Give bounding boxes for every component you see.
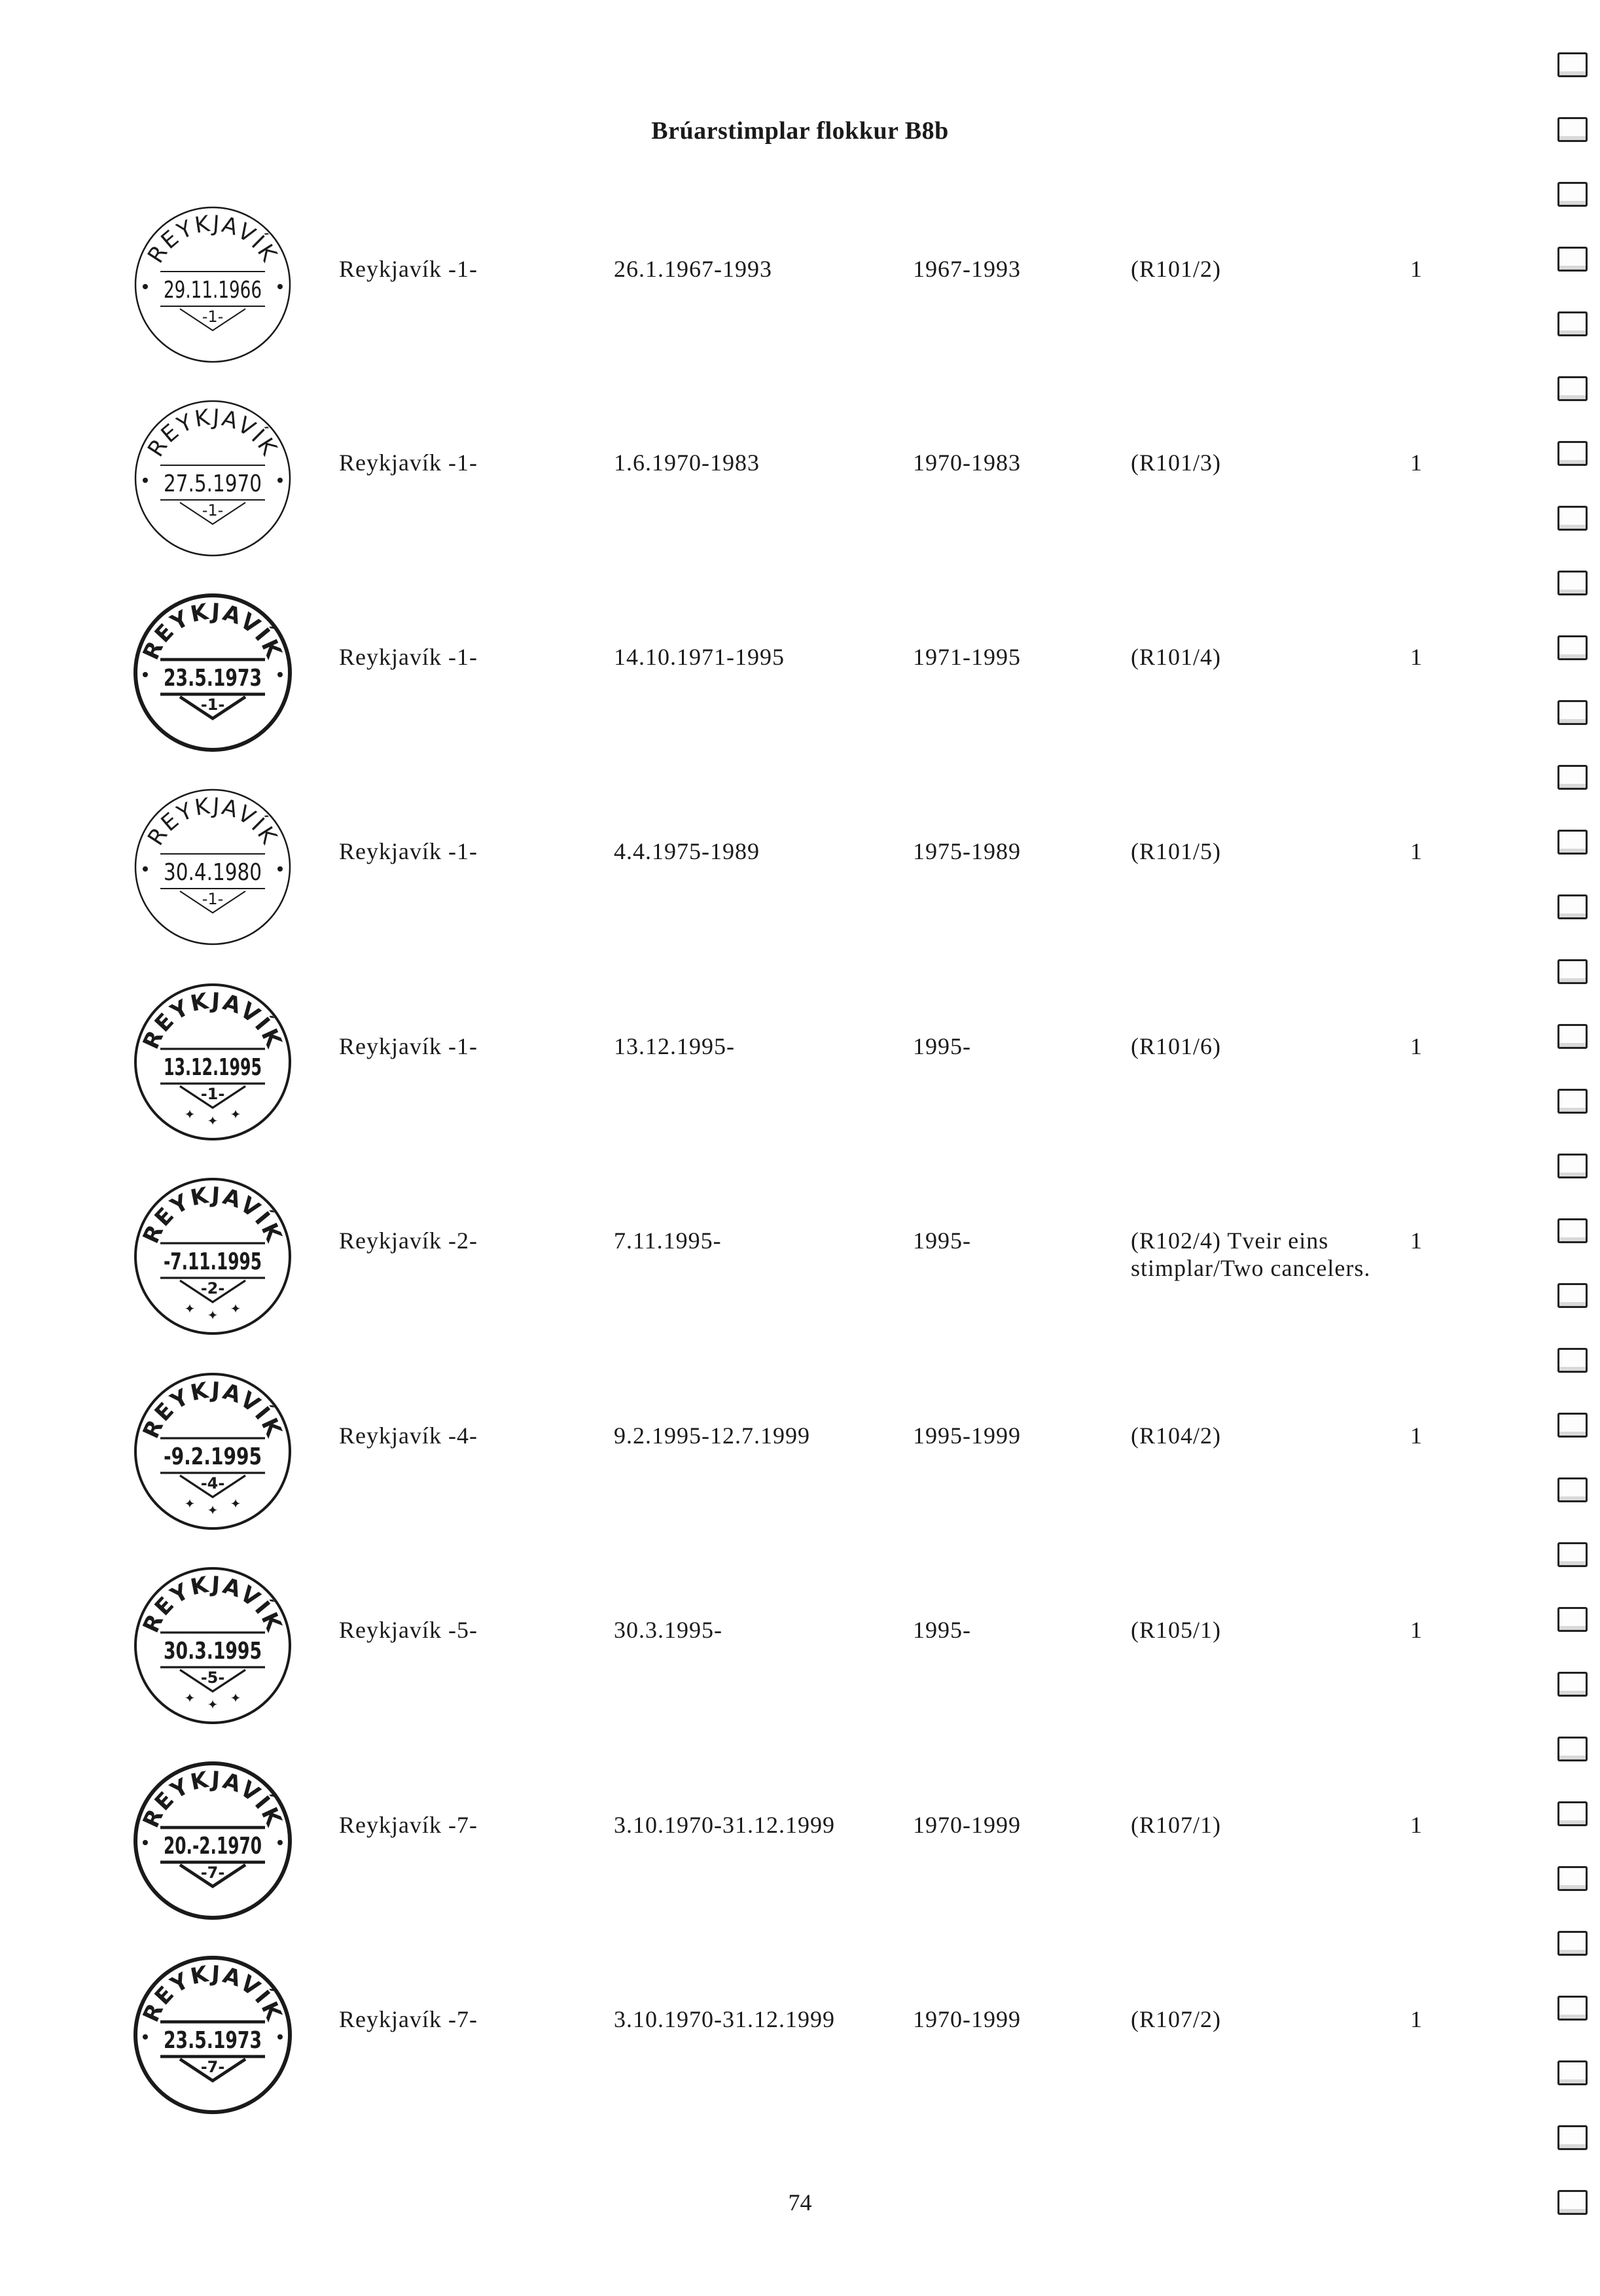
postmark-town: REYKJAVÍK xyxy=(137,1182,288,1248)
years-range: 1995- xyxy=(913,1617,971,1643)
postmark-dot-icon xyxy=(143,478,148,483)
postmark-town: REYKJAVÍK xyxy=(137,1571,288,1637)
date-range: 13.12.1995- xyxy=(614,1033,735,1059)
binder-hole-icon xyxy=(1557,311,1588,336)
postmark-stamp-image xyxy=(124,779,301,955)
binder-holes xyxy=(1557,52,1586,2277)
postmark-date: 13.12.1995 xyxy=(164,1054,262,1081)
binder-hole-icon xyxy=(1557,1283,1588,1308)
postmark-date: -9.2.1995 xyxy=(164,1443,262,1470)
binder-hole-icon xyxy=(1557,1996,1588,2021)
reference-code: (R104/2) xyxy=(1131,1422,1221,1449)
binder-hole-icon xyxy=(1557,247,1588,272)
place-name: Reykjavík -1- xyxy=(339,450,478,476)
reference-code: (R101/2) xyxy=(1131,256,1221,282)
postmark-star-icon: ✦ xyxy=(184,1497,196,1511)
postmark-star-icon: ✦ xyxy=(207,1698,219,1712)
count-value: 1 xyxy=(1410,256,1423,282)
date-range: 3.10.1970-31.12.1999 xyxy=(614,1812,835,1838)
count-value: 1 xyxy=(1410,1033,1423,1059)
place-name: Reykjavík -1- xyxy=(339,256,478,282)
catalogue-row xyxy=(0,196,1571,390)
postmark-number: -1- xyxy=(200,696,225,714)
catalogue-row xyxy=(0,584,1571,778)
page-title: Brúarstimplar flokkur B8b xyxy=(651,117,949,145)
place-name: Reykjavík -2- xyxy=(339,1227,478,1254)
count-value: 1 xyxy=(1410,2006,1423,2032)
binder-hole-icon xyxy=(1557,441,1588,466)
catalogue-row xyxy=(0,779,1571,972)
postmark-stamp-image xyxy=(124,1557,301,1734)
catalogue-row xyxy=(0,390,1571,584)
count-value: 1 xyxy=(1410,1422,1423,1449)
reference-code: (R101/3) xyxy=(1131,450,1221,476)
date-range: 14.10.1971-1995 xyxy=(614,644,785,670)
years-range: 1995- xyxy=(913,1227,971,1254)
postmark-star-icon: ✦ xyxy=(230,1497,241,1511)
catalogue-row xyxy=(0,1557,1571,1751)
reference-code xyxy=(1131,1227,1370,1282)
postmark-date: 27.5.1970 xyxy=(164,470,262,497)
postmark-star-icon: ✦ xyxy=(230,1302,241,1316)
binder-hole-icon xyxy=(1557,1542,1588,1567)
catalogue-row xyxy=(0,1168,1571,1362)
postmark-town: REYKJAVÍK xyxy=(137,1766,288,1832)
postmark-date: 23.5.1973 xyxy=(164,665,262,692)
postmark-stamp-image xyxy=(124,1947,301,2123)
postmark-stamp-image xyxy=(124,1363,301,1540)
binder-hole-icon xyxy=(1557,1801,1588,1826)
postmark-town: REYKJAVÍK xyxy=(137,598,288,664)
date-range: 26.1.1967-1993 xyxy=(614,256,772,282)
years-range: 1971-1995 xyxy=(913,644,1021,670)
place-name: Reykjavík -4- xyxy=(339,1422,478,1449)
binder-hole-icon xyxy=(1557,1477,1588,1502)
binder-hole-icon xyxy=(1557,117,1588,142)
postmark-dot-icon xyxy=(143,2034,148,2040)
binder-hole-icon xyxy=(1557,1218,1588,1243)
place-name: Reykjavík -1- xyxy=(339,838,478,864)
binder-hole-icon xyxy=(1557,959,1588,984)
postmark-dot-icon xyxy=(277,1840,283,1845)
count-value: 1 xyxy=(1410,450,1423,476)
place-name: Reykjavík -7- xyxy=(339,2006,478,2032)
binder-hole-icon xyxy=(1557,894,1588,919)
date-range: 7.11.1995- xyxy=(614,1227,722,1254)
reference-code: (R105/1) xyxy=(1131,1617,1221,1643)
postmark-stamp-image xyxy=(124,196,301,373)
postmark-date: -7.11.1995 xyxy=(164,1248,262,1275)
postmark-dot-icon xyxy=(143,866,148,872)
postmark-date: 23.5.1973 xyxy=(164,2027,262,2054)
catalogue-row xyxy=(0,1947,1571,2140)
years-range: 1970-1983 xyxy=(913,450,1021,476)
postmark-dot-icon xyxy=(143,672,148,677)
years-range: 1967-1993 xyxy=(913,256,1021,282)
binder-hole-icon xyxy=(1557,700,1588,725)
postmark-number: -7- xyxy=(200,2058,225,2076)
years-range: 1975-1989 xyxy=(913,838,1021,864)
postmark-number: -1- xyxy=(202,308,224,326)
binder-hole-icon xyxy=(1557,1931,1588,1956)
count-value: 1 xyxy=(1410,1812,1423,1838)
binder-hole-icon xyxy=(1557,1737,1588,1761)
binder-hole-icon xyxy=(1557,1413,1588,1438)
postmark-number: -1- xyxy=(202,890,224,908)
years-range: 1970-1999 xyxy=(913,2006,1021,2032)
postmark-town: REYKJAVÍK xyxy=(142,404,283,462)
postmark-dot-icon xyxy=(143,284,148,289)
reference-code-text: (R102/4) Tveir eins xyxy=(1131,1227,1329,1254)
reference-note: stimplar/Two cancelers. xyxy=(1131,1255,1371,1281)
postmark-dot-icon xyxy=(277,866,283,872)
postmark-number: -4- xyxy=(200,1474,225,1492)
postmark-star-icon: ✦ xyxy=(184,1108,196,1122)
binder-hole-icon xyxy=(1557,2125,1588,2150)
place-name: Reykjavík -5- xyxy=(339,1617,478,1643)
postmark-stamp-image xyxy=(124,1168,301,1345)
postmark-number: -2- xyxy=(200,1279,225,1298)
postmark-stamp-image xyxy=(124,390,301,567)
catalogue-row xyxy=(0,1752,1571,1946)
count-value: 1 xyxy=(1410,1617,1423,1643)
postmark-star-icon: ✦ xyxy=(230,1108,241,1122)
date-range: 1.6.1970-1983 xyxy=(614,450,760,476)
binder-hole-icon xyxy=(1557,1024,1588,1049)
binder-hole-icon xyxy=(1557,765,1588,790)
binder-hole-icon xyxy=(1557,1607,1588,1632)
postmark-star-icon: ✦ xyxy=(207,1504,219,1518)
postmark-date: 30.3.1995 xyxy=(164,1638,262,1665)
binder-hole-icon xyxy=(1557,52,1588,77)
postmark-town: REYKJAVÍK xyxy=(142,792,283,851)
count-value: 1 xyxy=(1410,1227,1423,1254)
years-range: 1970-1999 xyxy=(913,1812,1021,1838)
reference-code: (R101/4) xyxy=(1131,644,1221,670)
postmark-star-icon: ✦ xyxy=(230,1691,241,1706)
place-name: Reykjavík -7- xyxy=(339,1812,478,1838)
postmark-date: 20.-2.1970 xyxy=(164,1833,262,1860)
count-value: 1 xyxy=(1410,838,1423,864)
date-range: 3.10.1970-31.12.1999 xyxy=(614,2006,835,2032)
binder-hole-icon xyxy=(1557,1089,1588,1114)
postmark-date: 29.11.1966 xyxy=(164,277,262,304)
place-name: Reykjavík -1- xyxy=(339,1033,478,1059)
postmark-star-icon: ✦ xyxy=(184,1691,196,1706)
binder-hole-icon xyxy=(1557,376,1588,401)
postmark-dot-icon xyxy=(277,672,283,677)
count-value: 1 xyxy=(1410,644,1423,670)
postmark-number: -1- xyxy=(202,501,224,520)
place-name: Reykjavík -1- xyxy=(339,644,478,670)
postmark-town: REYKJAVÍK xyxy=(137,1960,288,2026)
postmark-star-icon: ✦ xyxy=(184,1302,196,1316)
postmark-dot-icon xyxy=(277,2034,283,2040)
postmark-star-icon: ✦ xyxy=(207,1114,219,1129)
binder-hole-icon xyxy=(1557,2060,1588,2085)
catalogue-row xyxy=(0,974,1571,1167)
binder-hole-icon xyxy=(1557,506,1588,531)
binder-hole-icon xyxy=(1557,830,1588,855)
postmark-stamp-image xyxy=(124,1752,301,1929)
years-range: 1995- xyxy=(913,1033,971,1059)
postmark-date: 30.4.1980 xyxy=(164,859,262,886)
postmark-number: -5- xyxy=(200,1669,225,1687)
reference-code: (R107/2) xyxy=(1131,2006,1221,2032)
date-range: 30.3.1995- xyxy=(614,1617,722,1643)
binder-hole-icon xyxy=(1557,2190,1588,2215)
reference-code: (R107/1) xyxy=(1131,1812,1221,1838)
postmark-dot-icon xyxy=(277,284,283,289)
binder-hole-icon xyxy=(1557,635,1588,660)
postmark-dot-icon xyxy=(143,1840,148,1845)
binder-hole-icon xyxy=(1557,1672,1588,1697)
postmark-star-icon: ✦ xyxy=(207,1309,219,1323)
reference-code: (R101/6) xyxy=(1131,1033,1221,1059)
postmark-town: REYKJAVÍK xyxy=(142,210,283,268)
catalogue-row xyxy=(0,1363,1571,1557)
reference-code: (R101/5) xyxy=(1131,838,1221,864)
postmark-number: -7- xyxy=(200,1863,225,1882)
postmark-stamp-image xyxy=(124,584,301,761)
page-number: 74 xyxy=(788,2189,812,2216)
postmark-number: -1- xyxy=(200,1085,225,1103)
date-range: 9.2.1995-12.7.1999 xyxy=(614,1422,810,1449)
binder-hole-icon xyxy=(1557,1866,1588,1891)
postmark-stamp-image xyxy=(124,974,301,1150)
postmark-town: REYKJAVÍK xyxy=(137,1377,288,1443)
date-range: 4.4.1975-1989 xyxy=(614,838,760,864)
binder-hole-icon xyxy=(1557,571,1588,595)
years-range: 1995-1999 xyxy=(913,1422,1021,1449)
binder-hole-icon xyxy=(1557,1348,1588,1373)
postmark-town: REYKJAVÍK xyxy=(137,987,288,1053)
binder-hole-icon xyxy=(1557,182,1588,207)
binder-hole-icon xyxy=(1557,1154,1588,1178)
postmark-dot-icon xyxy=(277,478,283,483)
